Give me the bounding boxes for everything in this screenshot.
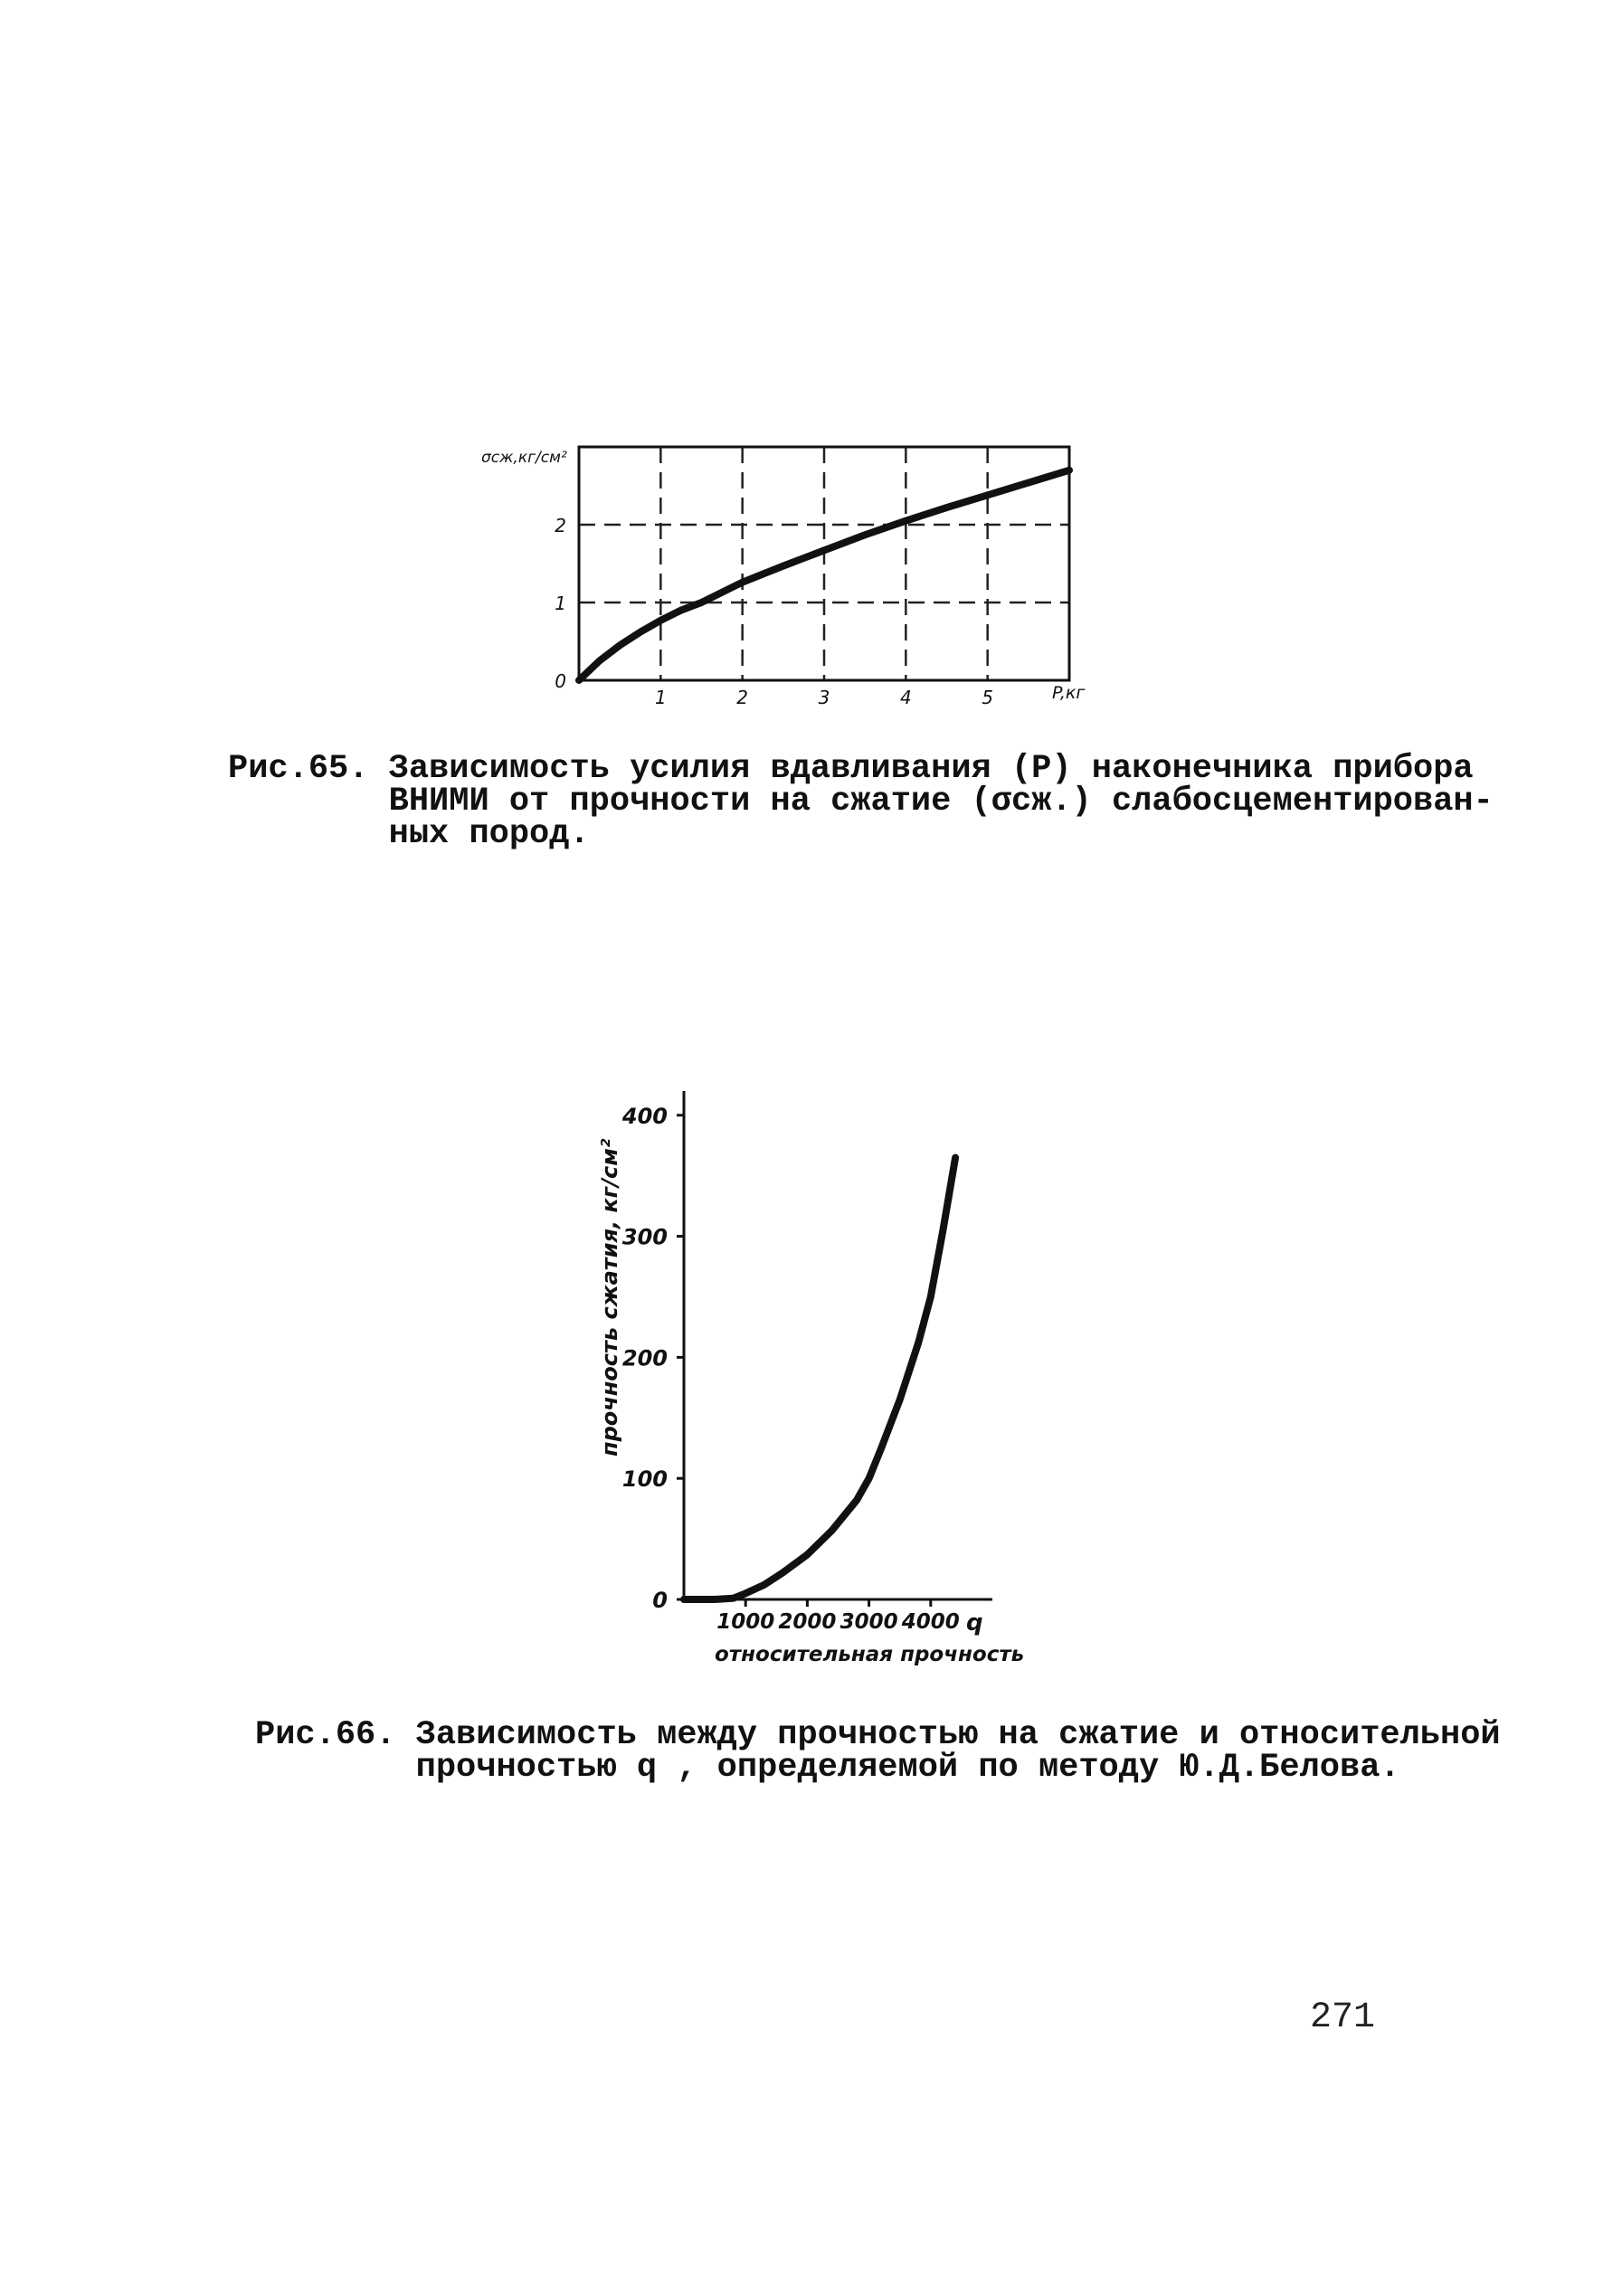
- chart1-ytick-label: 2: [555, 515, 566, 536]
- chart2-xtick-label: 3000: [839, 1610, 898, 1634]
- chart2-ytick-label: 400: [621, 1103, 668, 1129]
- chart1-ylabel: σсж,кг/см²: [481, 449, 567, 467]
- chart1-xlabel: P,кг: [1052, 683, 1086, 703]
- chart2-xtick-label: 2000: [778, 1610, 837, 1634]
- chart2-ytick-label: 100: [621, 1466, 668, 1493]
- chart2-ytick-label: 200: [621, 1345, 668, 1371]
- chart2-series-line: [684, 1158, 955, 1599]
- chart1-ytick-label: 0: [555, 670, 566, 692]
- chart2-xticks: [716, 1599, 960, 1634]
- page-number: 271: [1310, 1997, 1376, 2038]
- chart1-xtick-label: 3: [818, 687, 830, 708]
- chart1-xtick-label: 4: [899, 687, 912, 708]
- chart2-xlabel: относительная прочность: [715, 1643, 1025, 1666]
- chart2-xtick-label: 4000: [901, 1610, 960, 1634]
- chart2-ytick-label: 0: [652, 1588, 668, 1613]
- caption-fig65-line3: ных пород.: [228, 815, 590, 853]
- chart1-ytick-label: 1: [555, 593, 566, 614]
- caption-fig66-line1: Рис.66. Зависимость между прочностью на сжатие и относительной: [255, 1716, 1501, 1754]
- chart2-x-symbol: q: [966, 1609, 983, 1637]
- caption-fig65-line1: Рис.65. Зависимость усилия вдавливания (P) наконечника прибора: [228, 750, 1474, 788]
- chart2-ylabel: прочность сжатия, кг/см²: [597, 1138, 622, 1456]
- caption-fig66-line2: прочностью q , определяемой по методу Ю.Д.Белова.: [255, 1749, 1400, 1787]
- chart2-ytick-label: 300: [621, 1224, 668, 1250]
- chart1-xtick-label: 2: [736, 687, 749, 708]
- chart2-yticks: [621, 1104, 684, 1613]
- caption-fig65-line2: ВНИМИ от прочности на сжатие (σсж.) слабосцементирован-: [228, 783, 1494, 821]
- chart2-xtick-label: 1000: [716, 1610, 775, 1634]
- chart1-xtick-label: 1: [654, 687, 667, 708]
- chart1-xtick-label: 5: [982, 687, 994, 708]
